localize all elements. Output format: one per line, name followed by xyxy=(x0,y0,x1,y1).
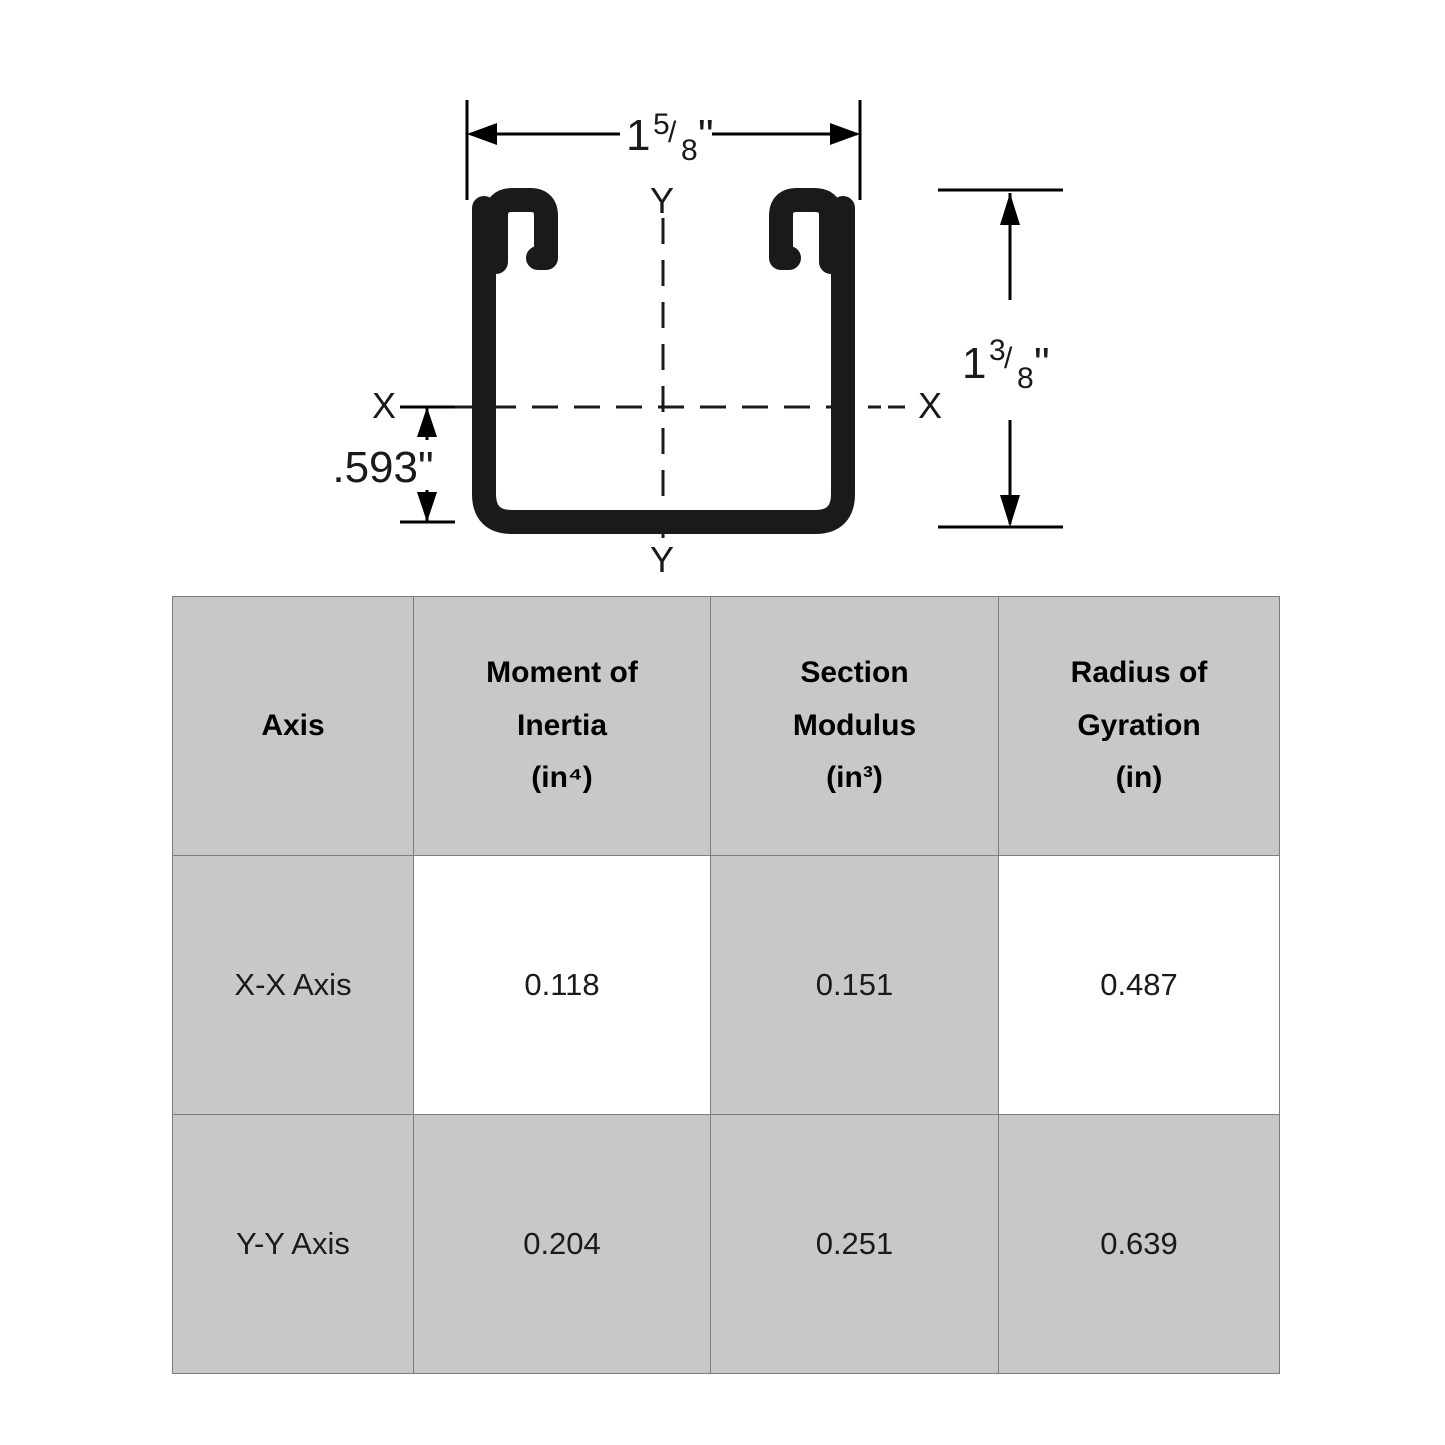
header-section-modulus xyxy=(711,597,999,856)
header-moi-line-1: Moment of xyxy=(486,656,638,690)
height-unit: " xyxy=(1034,339,1050,388)
header-axis-line-1: Axis xyxy=(261,708,325,742)
table-body xyxy=(173,856,1280,1374)
base-offset-arrow-up xyxy=(417,407,437,437)
width-arrow-left xyxy=(467,123,497,145)
cell-rog-yy: 0.639 xyxy=(999,1115,1280,1374)
cell-axis-yy: Y-Y Axis xyxy=(173,1115,414,1374)
header-radius-of-gyration xyxy=(999,597,1280,856)
height-arrow-up xyxy=(1000,193,1020,225)
width-denominator: 8 xyxy=(681,134,698,167)
height-denominator: 8 xyxy=(1017,362,1034,395)
cell-rog-xx: 0.487 xyxy=(999,856,1280,1115)
height-arrow-down xyxy=(1000,495,1020,527)
width-slash: / xyxy=(668,116,677,149)
y-axis-label-bottom: Y xyxy=(650,539,675,580)
cell-axis-xx: X-X Axis xyxy=(173,856,414,1115)
height-slash: / xyxy=(1004,342,1013,375)
header-rog-line-2: Gyration xyxy=(1077,708,1201,742)
table-header-row xyxy=(173,597,1280,856)
x-axis-label-right: X xyxy=(918,385,943,426)
table-row xyxy=(173,856,1280,1115)
width-numerator: 5 xyxy=(653,108,670,141)
height-numerator: 3 xyxy=(989,334,1006,367)
width-unit: " xyxy=(698,111,714,160)
header-sm-line-3: (in³) xyxy=(826,761,883,795)
header-rog-line-3: (in) xyxy=(1115,761,1163,795)
cell-moi-xx: 0.118 xyxy=(414,856,711,1115)
x-axis-label-left: X xyxy=(372,385,397,426)
header-sm-line-1: Section xyxy=(800,656,909,690)
header-moment-of-inertia xyxy=(414,597,711,856)
header-axis xyxy=(173,597,414,856)
width-whole: 1 xyxy=(626,111,651,160)
base-offset-label: .593" xyxy=(332,443,434,492)
height-whole: 1 xyxy=(962,339,987,388)
height-dimension-label xyxy=(962,334,1050,395)
y-axis-label-top: Y xyxy=(650,180,675,221)
section-properties-table xyxy=(172,596,1280,1374)
cross-section-drawing xyxy=(0,0,1445,600)
cell-moi-yy: 0.204 xyxy=(414,1115,711,1374)
cell-sm-xx: 0.151 xyxy=(711,856,999,1115)
width-dimension-label xyxy=(626,108,714,167)
header-moi-line-2: Inertia xyxy=(516,708,608,742)
cell-sm-yy: 0.251 xyxy=(711,1115,999,1374)
header-rog-line-1: Radius of xyxy=(1070,656,1208,690)
base-offset-arrow-down xyxy=(417,492,437,522)
width-arrow-right xyxy=(830,123,860,145)
table-header xyxy=(173,597,1280,856)
header-sm-line-2: Modulus xyxy=(792,708,917,742)
table-row xyxy=(173,1115,1280,1374)
header-moi-line-3: (in⁴) xyxy=(531,761,593,795)
